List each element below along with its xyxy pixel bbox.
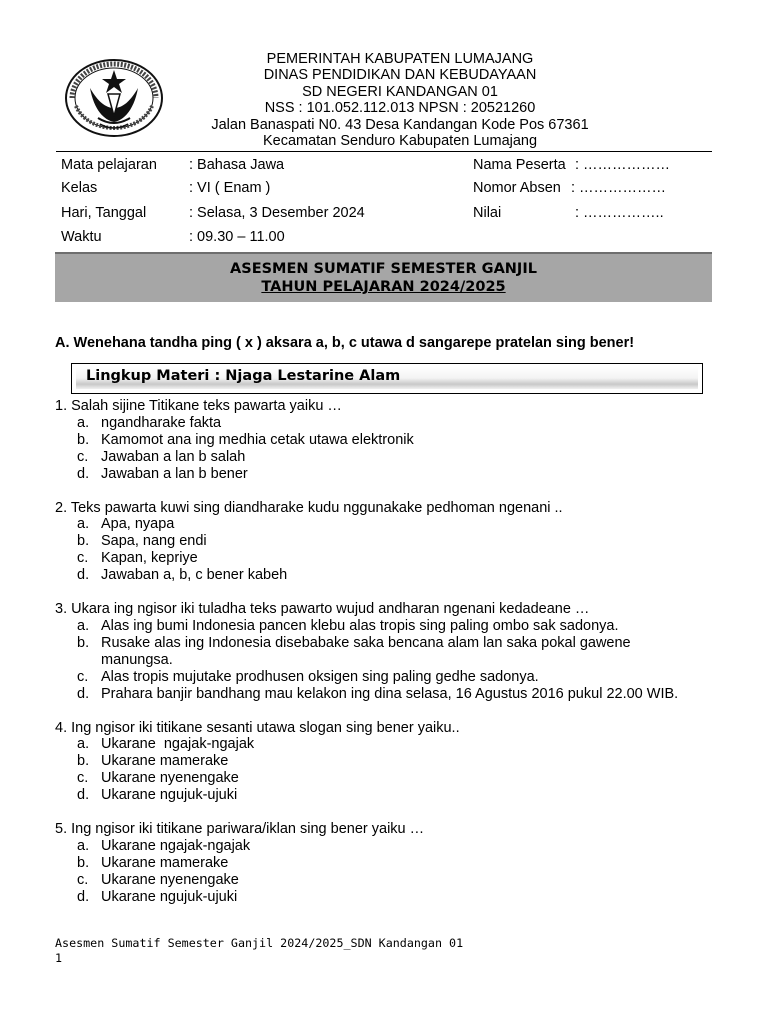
- question-text: 2. Teks pawarta kuwi sing diandharake kudu nggunakake pedhoman ngenani ..: [55, 499, 563, 516]
- option-c: [55, 669, 695, 686]
- option-letter: a.: [77, 516, 90, 533]
- option-c: [55, 449, 695, 466]
- info-value-subject: : Bahasa Jawa: [189, 157, 285, 173]
- info-label-date: Hari, Tanggal: [61, 205, 147, 221]
- exam-title: ASESMEN SUMATIF SEMESTER GANJIL: [230, 261, 537, 277]
- option-b: [55, 432, 695, 449]
- option-b: [55, 533, 695, 550]
- letterhead-divider: [56, 151, 712, 152]
- option-letter: c.: [77, 550, 89, 567]
- scope-box-fill: [76, 367, 698, 389]
- option-letter: a.: [77, 736, 90, 753]
- option-text: Ukarane ngajak-ngajak: [101, 837, 251, 854]
- header-line-government: PEMERINTAH KABUPATEN LUMAJANG: [266, 51, 534, 67]
- option-letter: c.: [77, 668, 89, 685]
- option-text: Ukarane nyenengake: [101, 770, 239, 787]
- option-text: Ukarane mamerake: [101, 753, 229, 770]
- option-list: [55, 618, 695, 703]
- option-a: [55, 516, 695, 533]
- page-footer: [55, 936, 463, 966]
- question-text: 1. Salah sijine Titikane teks pawarta yaiku …: [55, 398, 342, 414]
- option-a: [55, 838, 695, 855]
- info-label-time: Waktu: [61, 229, 102, 245]
- option-text: Prahara banjir bandhang mau kelakon ing dina selasa, 16 Agustus 2016 pukul 22.00 WIB.: [101, 685, 679, 702]
- footer-text: Asesmen Sumatif Semester Ganjil 2024/2025_SDN Kandangan 01: [55, 936, 464, 950]
- option-b: [55, 753, 695, 770]
- option-text: Jawaban a lan b salah: [101, 448, 246, 465]
- question-text: 4. Ing ngisor iki titikane sesanti utawa slogan sing bener yaiku..: [55, 719, 460, 736]
- option-text: Ukarane ngujuk-ujuki: [101, 787, 238, 804]
- info-label-student-name: Nama Peserta: [473, 157, 566, 173]
- question-3: [55, 601, 695, 702]
- option-letter: b.: [77, 854, 90, 871]
- option-d: [55, 686, 695, 703]
- option-letter: d.: [77, 888, 90, 905]
- exam-academic-year: TAHUN PELAJARAN 2024/2025: [261, 279, 506, 295]
- question-list: [55, 398, 695, 923]
- option-d: [55, 787, 695, 804]
- header-line-office: DINAS PENDIDIKAN DAN KEBUDAYAAN: [263, 67, 537, 84]
- option-text: Kamomot ana ing medhia cetak utawa elektronik: [101, 431, 414, 448]
- option-d: [55, 567, 695, 584]
- option-text: Alas tropis mujutake prodhusen oksigen sing paling gedhe sadonya.: [101, 668, 539, 685]
- option-c: [55, 872, 695, 889]
- option-text: Ukarane ngujuk-ujuki: [101, 888, 238, 905]
- option-a: [55, 415, 695, 432]
- info-label-absence-number: Nomor Absen: [473, 180, 561, 196]
- option-b: [55, 855, 695, 872]
- option-text: Jawaban a, b, c bener kabeh: [101, 567, 288, 584]
- option-letter: a.: [77, 837, 90, 854]
- info-label-subject: Mata pelajaran: [61, 157, 157, 173]
- page-number: 1: [55, 951, 63, 965]
- header-line-school: SD NEGERI KANDANGAN 01: [302, 83, 498, 100]
- info-value-class: : VI ( Enam ): [189, 180, 271, 196]
- info-value-score: : ……………..: [575, 205, 664, 221]
- question-2: [55, 500, 695, 585]
- option-list: [55, 838, 695, 906]
- info-value-time: : 09.30 – 11.00: [189, 229, 285, 245]
- info-label-score: Nilai: [473, 205, 502, 221]
- info-value-date: : Selasa, 3 Desember 2024: [189, 205, 365, 221]
- option-letter: d.: [77, 465, 90, 482]
- option-text: Ukarane mamerake: [101, 854, 229, 871]
- option-letter: c.: [77, 770, 89, 787]
- option-letter: b.: [77, 533, 90, 550]
- option-text: Apa, nyapa: [101, 516, 175, 533]
- option-text: Alas ing bumi Indonesia pancen klebu alas tropis sing paling ombo sak sadonya.: [101, 617, 619, 634]
- option-text: Kapan, kepriye: [101, 550, 198, 567]
- option-text: Ukarane nyenengake: [101, 871, 239, 888]
- option-list: [55, 736, 695, 804]
- option-letter: b.: [77, 753, 90, 770]
- option-text: Jawaban a lan b bener: [101, 465, 248, 482]
- letterhead: [190, 51, 610, 149]
- option-letter: c.: [77, 448, 89, 465]
- option-d: [55, 466, 695, 483]
- option-list: [55, 516, 695, 584]
- school-logo: [64, 58, 164, 138]
- header-line-nss: NSS : 101.052.112.013 NPSN : 20521260: [264, 100, 536, 117]
- option-letter: d.: [77, 567, 90, 584]
- option-c: [55, 550, 695, 567]
- option-text: Ukarane ngajak-ngajak: [101, 736, 255, 753]
- option-letter: a.: [77, 414, 90, 431]
- option-c: [55, 770, 695, 787]
- option-text: ngandharake fakta: [101, 414, 222, 431]
- option-text: Sapa, nang endi: [101, 533, 207, 550]
- question-1: [55, 398, 695, 483]
- question-4: [55, 720, 695, 805]
- scope-box: [71, 363, 703, 394]
- info-value-student-name: : ………………: [575, 157, 671, 173]
- exam-title-banner: [55, 252, 712, 302]
- option-d: [55, 889, 695, 906]
- option-text: Rusake alas ing Indonesia disebabake saka bencana alam lan saka pokal gawene manungsa.: [101, 634, 631, 668]
- option-b: [55, 635, 695, 669]
- question-text: 3. Ukara ing ngisor iki tuladha teks pawarto wujud andharan ngenani kedadeane …: [55, 601, 590, 618]
- header-line-address: Jalan Banaspati N0. 43 Desa Kandangan Kode Pos 67361: [211, 116, 589, 133]
- question-5: [55, 821, 695, 906]
- option-letter: d.: [77, 787, 90, 804]
- info-label-class: Kelas: [61, 180, 98, 196]
- option-list: [55, 415, 695, 483]
- header-line-district: Kecamatan Senduro Kabupaten Lumajang: [262, 133, 538, 150]
- option-letter: b.: [77, 634, 90, 651]
- question-text: 5. Ing ngisor iki titikane pariwara/iklan sing bener yaiku …: [55, 821, 425, 838]
- info-value-absence-number: : ………………: [571, 180, 667, 196]
- option-a: [55, 736, 695, 753]
- option-letter: c.: [77, 871, 89, 888]
- option-letter: a.: [77, 617, 90, 634]
- section-instruction: A. Wenehana tandha ping ( x ) aksara a, b, c utawa d sangarepe pratelan sing bener!: [55, 335, 635, 351]
- option-letter: b.: [77, 431, 90, 448]
- scope-label: Lingkup Materi : Njaga Lestarine Alam: [86, 368, 401, 384]
- option-a: [55, 618, 695, 635]
- option-letter: d.: [77, 685, 90, 702]
